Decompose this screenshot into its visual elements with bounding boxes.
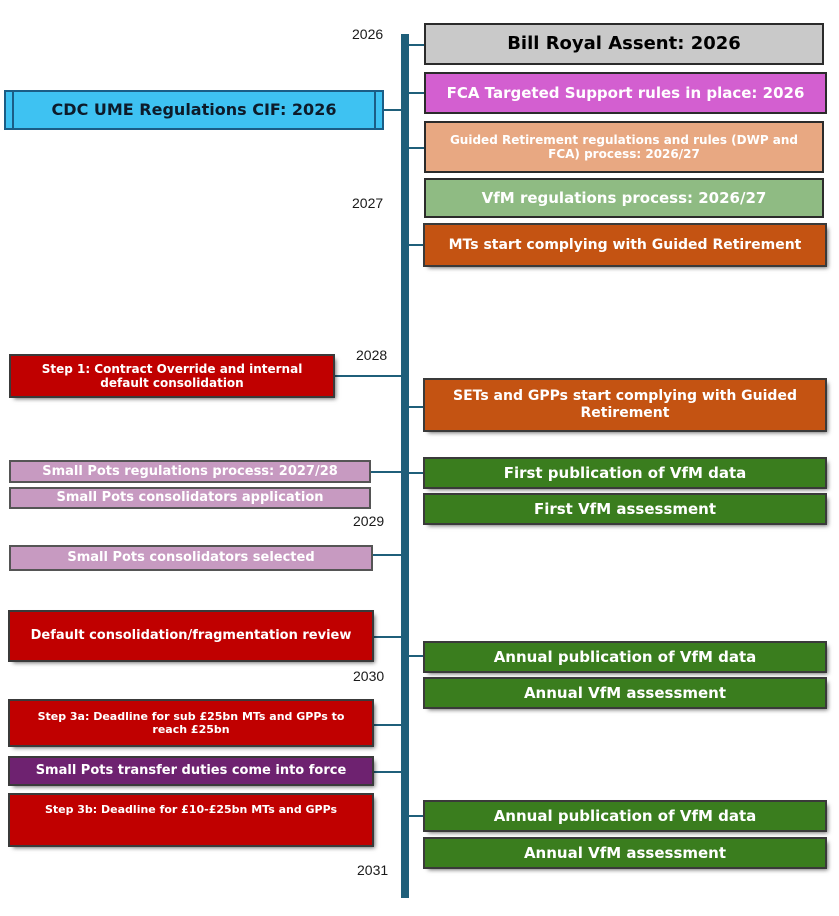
milestone-annual-pub-1 xyxy=(425,643,825,671)
milestone-small-transfer xyxy=(10,758,372,784)
milestone-guided-regs-label: Guided Retirement regulations and rules (DWP and FCA) process: 2026/27 xyxy=(449,132,799,161)
milestone-small-sel xyxy=(9,545,373,571)
connector-mts-guided xyxy=(405,244,425,246)
timeline-spine xyxy=(401,34,409,898)
milestone-first-pub-label: First publication of VfM data xyxy=(503,464,747,482)
connector-small-regs xyxy=(370,471,405,473)
year-2029: 2029 xyxy=(353,513,385,529)
connector-first-pub xyxy=(405,472,425,474)
year-2026: 2026 xyxy=(352,26,384,42)
connector-royal-assent xyxy=(405,44,425,46)
milestone-small-app-label: Small Pots consolidators application xyxy=(56,490,324,506)
milestone-small-sel-label: Small Pots consolidators selected xyxy=(67,550,315,566)
milestone-annual-assess-2-label: Annual VfM assessment xyxy=(523,844,727,862)
milestone-fca-targeted-label: FCA Targeted Support rules in place: 2026 xyxy=(446,84,805,102)
milestone-step3b-label: Step 3b: Deadline for £10-£25bn MTs and GPPs xyxy=(44,803,338,816)
milestone-annual-pub-2-label: Annual publication of VfM data xyxy=(493,807,757,825)
year-2027: 2027 xyxy=(352,195,384,211)
milestone-small-regs xyxy=(9,460,371,483)
milestone-annual-assess-1 xyxy=(425,679,825,707)
milestone-step3a-label: Step 3a: Deadline for sub £25bn MTs and GPPs to reach £25bn xyxy=(37,709,345,736)
milestone-default-review-label: Default consolidation/fragmentation review xyxy=(30,628,352,644)
milestone-fca-targeted xyxy=(424,72,827,114)
milestone-annual-pub-2 xyxy=(425,802,825,830)
milestone-cdc xyxy=(4,90,384,130)
year-2031: 2031 xyxy=(357,862,389,878)
milestone-default-review xyxy=(10,612,372,660)
connector-step1 xyxy=(333,375,405,377)
year-2030: 2030 xyxy=(353,668,385,684)
milestone-small-app xyxy=(9,487,371,509)
milestone-cdc-label: CDC UME Regulations CIF: 2026 xyxy=(51,100,337,120)
connector-cdc xyxy=(382,109,405,111)
milestone-sets-gpps-label: SETs and GPPs start complying with Guided Retirement xyxy=(453,388,797,421)
milestone-first-pub xyxy=(425,459,825,487)
connector-annual-pub-2 xyxy=(405,815,425,817)
connector-small-sel xyxy=(373,554,405,556)
milestone-annual-pub-1-label: Annual publication of VfM data xyxy=(493,648,757,666)
milestone-first-assess-label: First VfM assessment xyxy=(533,500,717,518)
milestone-guided-regs xyxy=(424,121,824,173)
milestone-first-assess xyxy=(425,495,825,523)
milestone-small-regs-label: Small Pots regulations process: 2027/28 xyxy=(42,463,338,479)
milestone-vfm-regs xyxy=(424,178,824,218)
milestone-mts-guided-label: MTs start complying with Guided Retirement xyxy=(448,236,802,253)
milestone-annual-assess-1-label: Annual VfM assessment xyxy=(523,684,727,702)
milestone-royal-assent-label: Bill Royal Assent: 2026 xyxy=(507,33,741,55)
connector-step3a xyxy=(372,724,405,726)
connector-fca-targeted xyxy=(405,92,425,94)
milestone-small-transfer-label: Small Pots transfer duties come into force xyxy=(35,763,347,779)
connector-sets-gpps xyxy=(405,406,425,408)
connector-small-transfer xyxy=(372,771,405,773)
milestone-vfm-regs-label: VfM regulations process: 2026/27 xyxy=(481,189,767,207)
year-2028: 2028 xyxy=(356,347,388,363)
connector-guided-regs xyxy=(405,147,425,149)
milestone-step1-label: Step 1: Contract Override and internal default consolidation xyxy=(41,361,303,390)
milestone-step1 xyxy=(11,356,333,396)
milestone-step3b xyxy=(10,795,372,845)
connector-annual-pub-1 xyxy=(405,655,425,657)
milestone-mts-guided xyxy=(425,225,825,265)
milestone-royal-assent xyxy=(424,23,824,65)
milestone-annual-assess-2 xyxy=(425,839,825,867)
connector-default-review xyxy=(372,636,405,638)
milestone-sets-gpps xyxy=(425,380,825,430)
milestone-step3a xyxy=(10,701,372,745)
